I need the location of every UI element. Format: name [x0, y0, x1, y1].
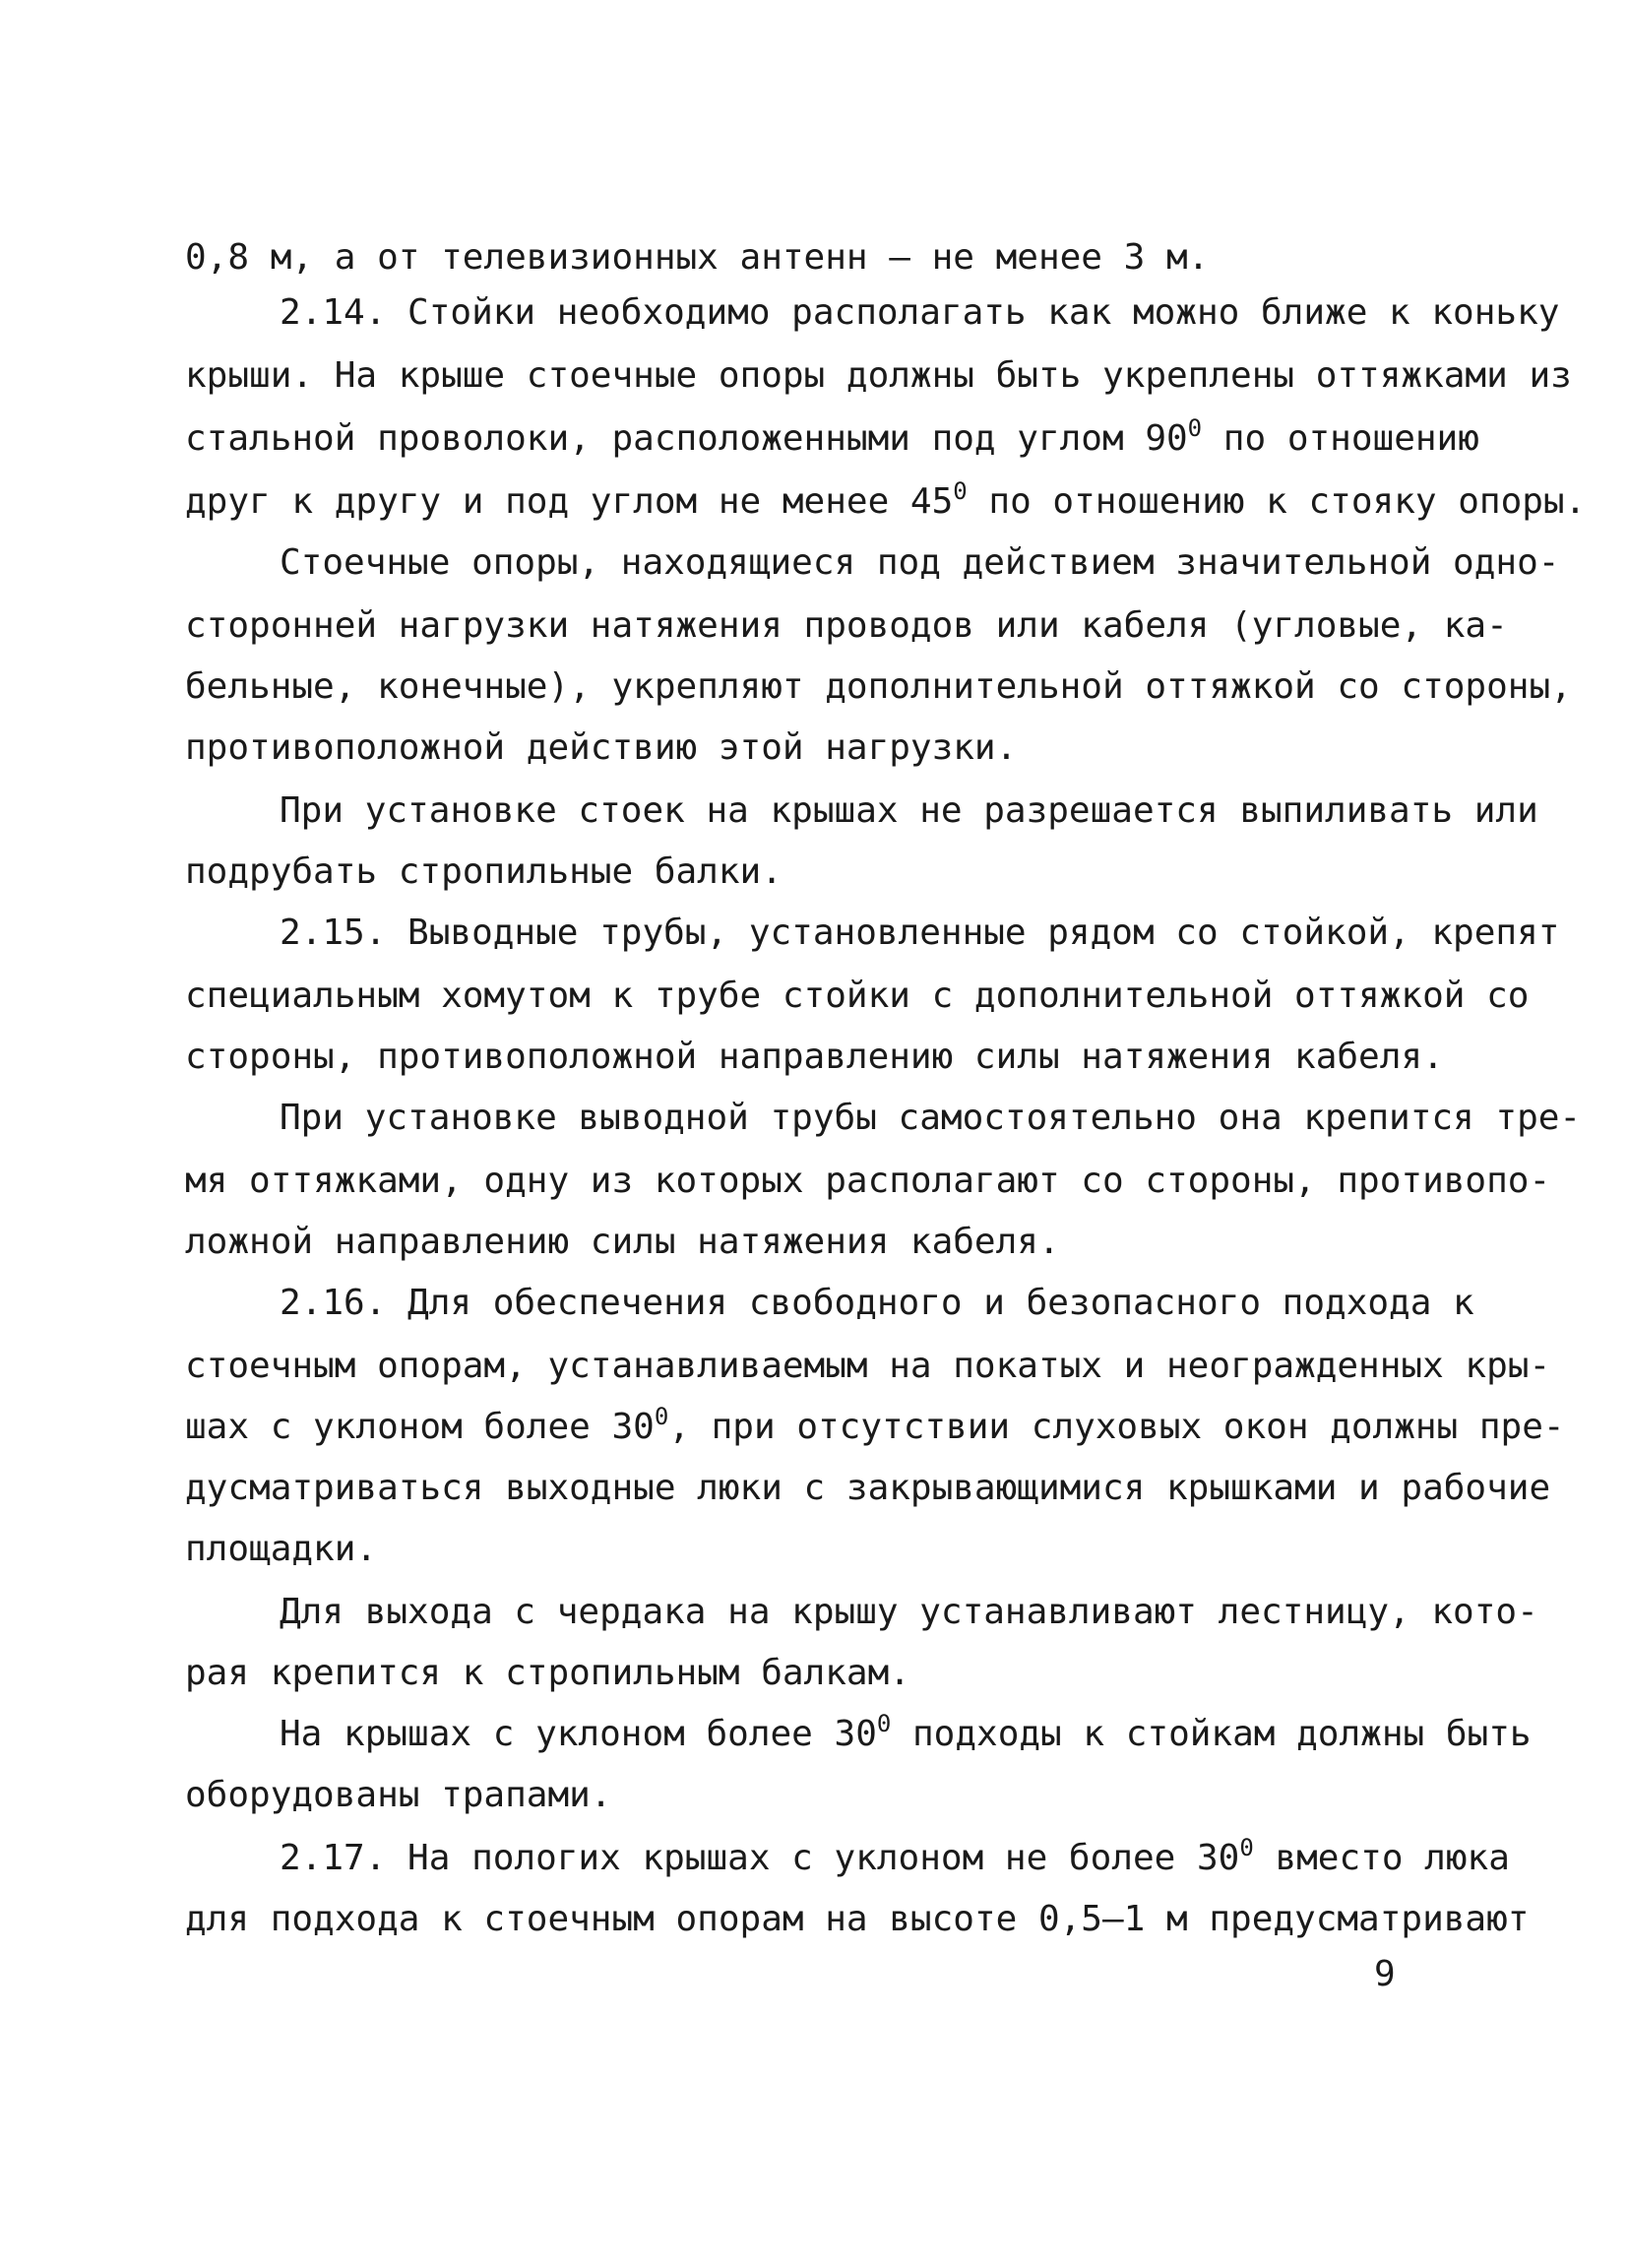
text-line — [185, 1222, 1465, 1262]
text-line — [280, 790, 1559, 831]
text-line — [185, 1037, 1465, 1077]
text-line — [280, 542, 1560, 583]
line-text: подрубать стропильные балки. — [185, 851, 783, 892]
line-text: противоположной действию этой нагрузки. — [185, 727, 1018, 768]
line-text: специальным хомутом к трубе стойки с дополнительной оттяжкой со — [185, 976, 1530, 1016]
line-text: площадки. — [185, 1529, 378, 1569]
superscript: 0 — [953, 477, 968, 505]
text-line — [185, 414, 1479, 459]
line-text: сторонней нагрузки натяжения проводов или кабеля (угловые, ка- — [185, 605, 1508, 646]
page-number: 9 — [1374, 1954, 1396, 1994]
text-line — [185, 727, 1465, 768]
line-text: дусматриваться выходные люки с закрывающимися крышками и рабочие — [185, 1468, 1551, 1508]
text-line — [185, 1529, 1465, 1569]
line-text: 2.15. Выводные трубы, установленные рядом со стойкой, крепят — [280, 913, 1560, 953]
superscript: 0 — [1187, 414, 1203, 442]
line-text-after: по отношению к стояку опоры. — [967, 481, 1587, 522]
line-text: При установке стоек на крышах не разрешается выпиливать или — [280, 790, 1538, 831]
line-text: При установке выводной трубы самостоятельно она крепится тре- — [280, 1098, 1582, 1138]
line-text: 2.16. Для обеспечения свободного и безопасного подхода к — [280, 1283, 1474, 1323]
superscript: 0 — [654, 1403, 669, 1430]
line-text: Стоечные опоры, находящиеся под действием значительной одно- — [280, 542, 1560, 583]
line-text-after: вместо люка — [1253, 1838, 1510, 1878]
line-text: стоечным опорам, устанавливаемым на покатых и неогражденных кры- — [185, 1346, 1551, 1386]
text-line — [185, 605, 1508, 646]
line-text: 2.17. На пологих крышах с уклоном не более 30 — [280, 1838, 1240, 1878]
text-line — [280, 1710, 1559, 1754]
text-line — [280, 1834, 1559, 1878]
text-line — [185, 666, 1572, 707]
line-text-after: , при отсутствии слуховых окон должны пре- — [668, 1407, 1565, 1447]
text-line — [185, 851, 1465, 892]
text-line — [185, 976, 1530, 1016]
text-line — [185, 237, 1210, 278]
text-line — [280, 1283, 1559, 1323]
line-text: рая крепится к стропильным балкам. — [185, 1653, 910, 1693]
text-line — [185, 1346, 1551, 1386]
line-text: стороны, противоположной направлению силы натяжения кабеля. — [185, 1037, 1444, 1077]
text-line — [280, 292, 1560, 333]
text-line — [280, 915, 1559, 951]
line-text: друг к другу и под углом не менее 45 — [185, 481, 954, 522]
text-line — [185, 1403, 1565, 1447]
text-line — [280, 1592, 1559, 1632]
line-text: стальной проволоки, расположенными под углом 90 — [185, 418, 1188, 459]
text-line — [185, 355, 1572, 396]
line-text: Для выхода с чердака на крышу устанавливают лестницу, кото- — [280, 1592, 1538, 1632]
line-text: бельные, конечные), укрепляют дополнительной оттяжкой со стороны, — [185, 666, 1572, 707]
line-text: шах с уклоном более 30 — [185, 1407, 655, 1447]
text-line — [280, 1098, 1582, 1138]
text-line — [185, 1653, 1465, 1693]
text-line — [185, 477, 1587, 522]
superscript: 0 — [876, 1710, 892, 1737]
line-text: мя оттяжками, одну из которых располагают со стороны, противопо- — [185, 1161, 1551, 1201]
line-text: крыши. На крыше стоечные опоры должны быть укреплены оттяжками из — [185, 355, 1572, 396]
line-text-after: по отношению — [1202, 418, 1479, 459]
line-text: для подхода к стоечным опорам на высоте 0,5–1 м предусматривают — [185, 1899, 1530, 1939]
line-text: 2.14. Стойки необходимо располагать как можно ближе к коньку — [280, 292, 1560, 333]
line-text: 0,8 м, а от телевизионных антенн – не менее 3 м. — [185, 237, 1210, 278]
line-text: оборудованы трапами. — [185, 1775, 612, 1815]
line-text: На крышах с уклоном более 30 — [280, 1714, 877, 1754]
line-text-after: подходы к стойкам должны быть — [891, 1714, 1532, 1754]
line-text: ложной направлению силы натяжения кабеля. — [185, 1222, 1060, 1262]
text-line — [185, 1775, 1465, 1815]
superscript: 0 — [1239, 1834, 1254, 1861]
text-line — [185, 1468, 1551, 1508]
text-line — [185, 1899, 1530, 1939]
text-line — [185, 1161, 1551, 1201]
